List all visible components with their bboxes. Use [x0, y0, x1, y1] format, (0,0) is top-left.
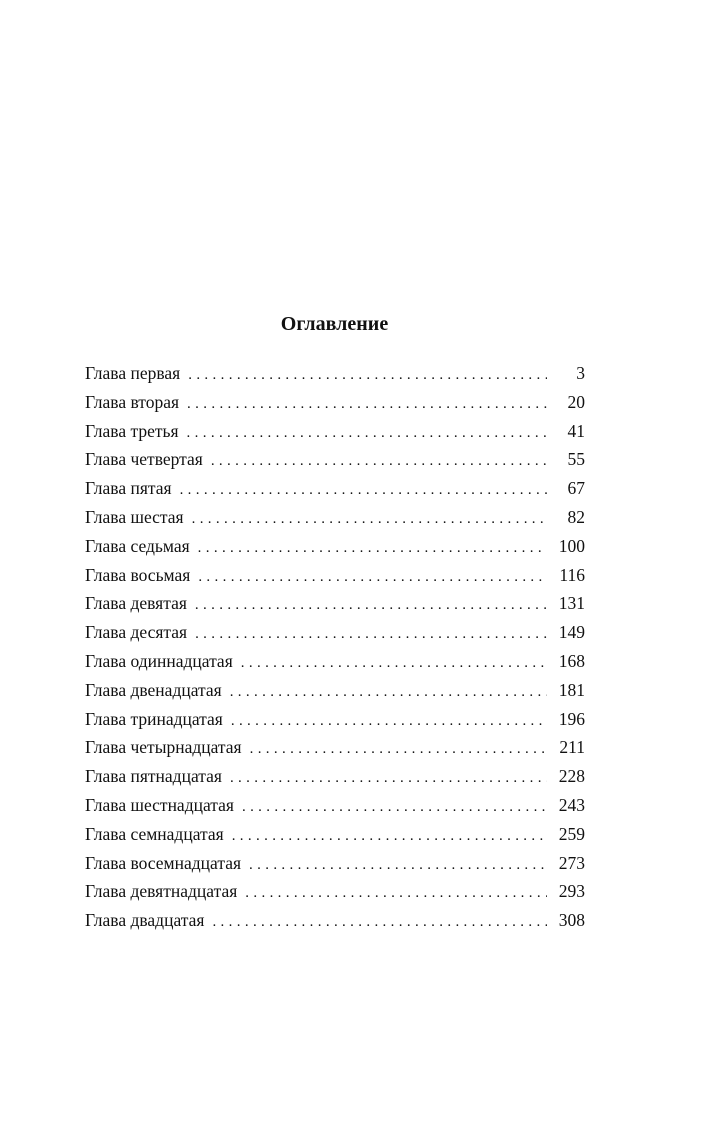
toc-entry-page: 149: [558, 622, 585, 643]
toc-leader-dots: [230, 678, 547, 707]
toc-leader-dots: [245, 879, 547, 908]
toc-leader-dots: [241, 649, 547, 678]
toc-entry: [85, 705, 585, 734]
toc-entry-label: Глава девятнадцатая: [85, 881, 238, 902]
toc-entry-label: Глава девятая: [85, 593, 187, 614]
toc-entry: [85, 877, 585, 906]
toc-entry-page: 211: [559, 737, 585, 758]
toc-leader-dots: [198, 563, 547, 592]
toc-entry: [85, 906, 585, 935]
toc-entry: [85, 474, 585, 503]
toc-entry-label: Глава седьмая: [85, 535, 190, 556]
toc-list: [85, 359, 585, 935]
toc-leader-dots: [195, 591, 547, 620]
toc-entry-label: Глава четырнадцатая: [85, 737, 242, 758]
toc-entry-page: 131: [558, 593, 585, 614]
toc-entry-page: 55: [567, 449, 585, 470]
toc-entry-page: 181: [558, 679, 585, 700]
toc-entry-label: Глава вторая: [85, 391, 180, 412]
toc-entry-page: 82: [567, 506, 585, 527]
toc-entry: [85, 762, 585, 791]
toc-leader-dots: [180, 476, 547, 505]
toc-entry-label: Глава двадцатая: [85, 910, 205, 931]
toc-entry: [85, 359, 585, 388]
toc-entry-label: Глава восьмая: [85, 564, 191, 585]
toc-entry: [85, 532, 585, 561]
toc-entry-label: Глава первая: [85, 363, 181, 383]
toc-leader-dots: [231, 707, 547, 736]
toc-entry: [85, 647, 585, 676]
toc-entry-page: 20: [567, 391, 585, 412]
toc-entry-page: 228: [558, 766, 585, 787]
toc-entry-page: 116: [559, 564, 585, 585]
toc-leader-dots: [211, 447, 547, 476]
toc-entry-label: Глава четвертая: [85, 449, 203, 470]
toc-leader-dots: [250, 735, 547, 764]
toc-entry-label: Глава одиннадцатая: [85, 650, 233, 671]
toc-leader-dots: [195, 620, 547, 649]
toc-entry: [85, 445, 585, 474]
toc-entry-page: 67: [567, 478, 585, 499]
toc-entry: [85, 791, 585, 820]
toc-entry: [85, 733, 585, 762]
toc-entry-label: Глава семнадцатая: [85, 823, 224, 844]
toc-leader-dots: [192, 505, 547, 534]
toc-entry-label: Глава тринадцатая: [85, 708, 223, 729]
toc-entry-label: Глава десятая: [85, 622, 188, 643]
toc-entry-page: 100: [558, 535, 585, 556]
toc-entry: [85, 676, 585, 705]
toc-entry: [85, 618, 585, 647]
toc-entry-label: Глава пятнадцатая: [85, 766, 222, 787]
toc-entry-page: 243: [558, 794, 585, 815]
toc-entry-page: 273: [558, 852, 585, 873]
toc-leader-dots: [249, 851, 547, 880]
toc-entry-page: 168: [558, 650, 585, 671]
toc-entry-label: Глава пятая: [85, 478, 172, 499]
toc-entry-label: Глава восемнадцатая: [85, 852, 242, 873]
toc-entry-page: 293: [558, 881, 585, 902]
toc-leader-dots: [198, 534, 547, 563]
toc-entry: [85, 503, 585, 532]
toc-leader-dots: [188, 361, 547, 390]
toc-title: Оглавление: [280, 313, 389, 335]
toc-entry: [85, 849, 585, 878]
toc-entry-page: 259: [558, 823, 585, 844]
toc-entry: [85, 820, 585, 849]
toc-entry-page: 41: [567, 420, 585, 441]
toc-entry: [85, 561, 585, 590]
toc-entry: [85, 589, 585, 618]
toc-leader-dots: [212, 908, 547, 937]
toc-leader-dots: [230, 764, 547, 793]
toc-entry-label: Глава шестнадцатая: [85, 794, 234, 815]
toc-leader-dots: [232, 822, 547, 851]
toc-entry-label: Глава двенадцатая: [85, 679, 222, 700]
toc-leader-dots: [187, 419, 547, 448]
toc-leader-dots: [242, 793, 547, 822]
toc-entry-label: Глава третья: [85, 420, 179, 441]
toc-leader-dots: [187, 390, 547, 419]
toc-entry-page: 196: [558, 708, 585, 729]
toc-entry: [85, 388, 585, 417]
toc-entry: [85, 417, 585, 446]
toc-entry-label: Глава шестая: [85, 506, 184, 527]
toc-entry-page: 3: [576, 363, 585, 383]
toc-entry-page: 308: [558, 910, 585, 931]
